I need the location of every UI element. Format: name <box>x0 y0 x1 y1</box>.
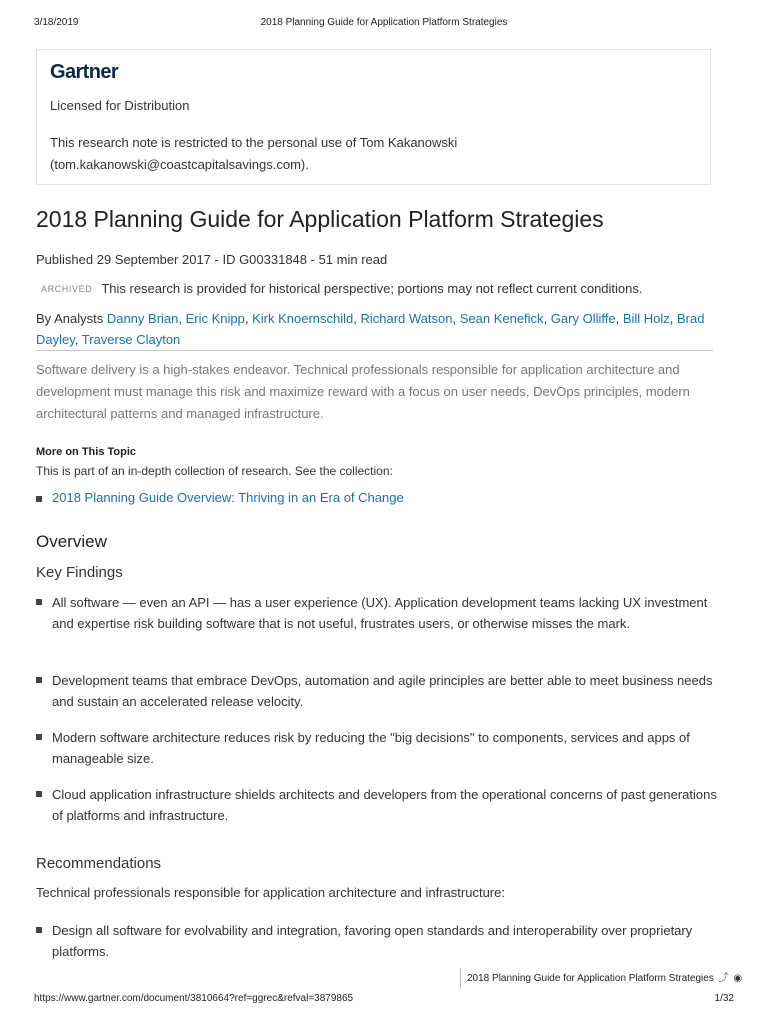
analyst-link[interactable]: Danny Brian <box>106 311 179 326</box>
key-finding-text: Development teams that embrace DevOps, automation and agile principles are better able to meet business needs and sustain an accelerated release velocity. <box>52 673 713 709</box>
floating-title-bar <box>460 968 743 989</box>
recommendations-intro: Technical professionals responsible for application architecture and infrastructure: <box>36 885 505 900</box>
analyst-link[interactable]: Gary Olliffe <box>550 311 616 326</box>
restriction-notice <box>50 132 690 176</box>
collection-list-item <box>36 490 404 505</box>
page-number: 1/32 <box>714 993 734 1004</box>
analyst-link[interactable]: Kirk Knoernschild <box>252 311 354 326</box>
archived-badge: ARCHIVED <box>41 284 93 294</box>
licensed-for-distribution: Licensed for Distribution <box>50 98 190 113</box>
key-finding-item <box>36 784 726 826</box>
bullet-icon <box>36 496 42 502</box>
key-finding-item <box>36 727 726 769</box>
print-date: 3/18/2019 <box>34 17 79 28</box>
collection-link[interactable]: 2018 Planning Guide Overview: Thriving in an Era of Change <box>52 490 404 505</box>
bullet-icon <box>36 791 42 797</box>
more-on-topic-heading: More on This Topic <box>36 446 137 458</box>
page-url: https://www.gartner.com/document/3810664?ref=ggrec&refval=3879865 <box>34 993 354 1004</box>
share-icon[interactable]: ⤴ <box>718 973 729 984</box>
key-finding-text: All software — even an API — has a user experience (UX). Application development teams lacking UX investment and expertise risk building software that is not useful, frustrates users, or otherwise misses the mark. <box>52 595 708 631</box>
analysts-byline: By Analysts Danny Brian, Eric Knipp, Kirk Knoernschild, Richard Watson, Sean Kenefick, Gary Olliffe, Bill Holz, Brad Dayley, Traverse Clayton <box>36 311 705 347</box>
restriction-line: This research note is restricted to the personal use of Tom Kakanowski <box>50 135 458 150</box>
recommendations-heading: Recommendations <box>36 855 162 872</box>
key-finding-item <box>36 670 726 712</box>
bullet-icon <box>36 927 42 933</box>
archived-notice <box>36 281 643 296</box>
analyst-link[interactable]: Eric Knipp <box>185 311 245 326</box>
overview-heading: Overview <box>36 532 107 551</box>
article-summary: Software delivery is a high-stakes endeavor. Technical professionals responsible for application architecture and development must manage this risk and maximize reward with a focus on user needs, DevOps principles, modern architectural patterns and managed infrastructure. <box>36 362 690 421</box>
license-box <box>36 49 711 185</box>
key-findings-heading: Key Findings <box>36 564 123 581</box>
print-header <box>0 17 768 33</box>
published-info: Published 29 September 2017 - ID G00331848 - 51 min read <box>36 252 388 267</box>
analyst-link[interactable]: Sean Kenefick <box>459 311 544 326</box>
eye-icon[interactable]: ◉ <box>733 973 743 984</box>
print-document-title: 2018 Planning Guide for Application Platform Strategies <box>260 17 508 28</box>
recommendation-text: Design all software for evolvability and integration, favoring open standards and interoperability over proprietary platforms. <box>52 923 693 959</box>
floating-title: 2018 Planning Guide for Application Platform Strategies <box>467 973 714 984</box>
analyst-link[interactable]: Bill Holz <box>622 311 670 326</box>
bullet-icon <box>36 677 42 683</box>
bullet-icon <box>36 734 42 740</box>
more-on-topic-description: This is part of an in-depth collection of research. See the collection: <box>36 464 393 478</box>
analyst-link[interactable]: Brad Dayley <box>36 311 705 347</box>
divider <box>36 350 713 351</box>
archived-note: This research is provided for historical perspective; portions may not reflect current conditions. <box>101 281 643 296</box>
analyst-link[interactable]: Richard Watson <box>360 311 453 326</box>
recommendation-item <box>36 920 726 962</box>
article-title: 2018 Planning Guide for Application Platform Strategies <box>36 206 604 232</box>
gartner-logo[interactable]: Gartner <box>50 61 119 83</box>
bullet-icon <box>36 599 42 605</box>
analysts-prefix: By Analysts <box>36 311 104 326</box>
key-finding-text: Cloud application infrastructure shields architects and developers from the operational concerns of past generations of platforms and infrastructure. <box>52 787 717 823</box>
print-footer <box>0 993 768 1009</box>
key-finding-text: Modern software architecture reduces risk by reducing the "big decisions" to components, services and apps of manageable size. <box>52 730 690 766</box>
analyst-link[interactable]: Traverse Clayton <box>81 332 181 347</box>
restriction-email-line: (tom.kakanowski@coastcapitalsavings.com). <box>50 157 309 172</box>
key-finding-item <box>36 592 726 634</box>
